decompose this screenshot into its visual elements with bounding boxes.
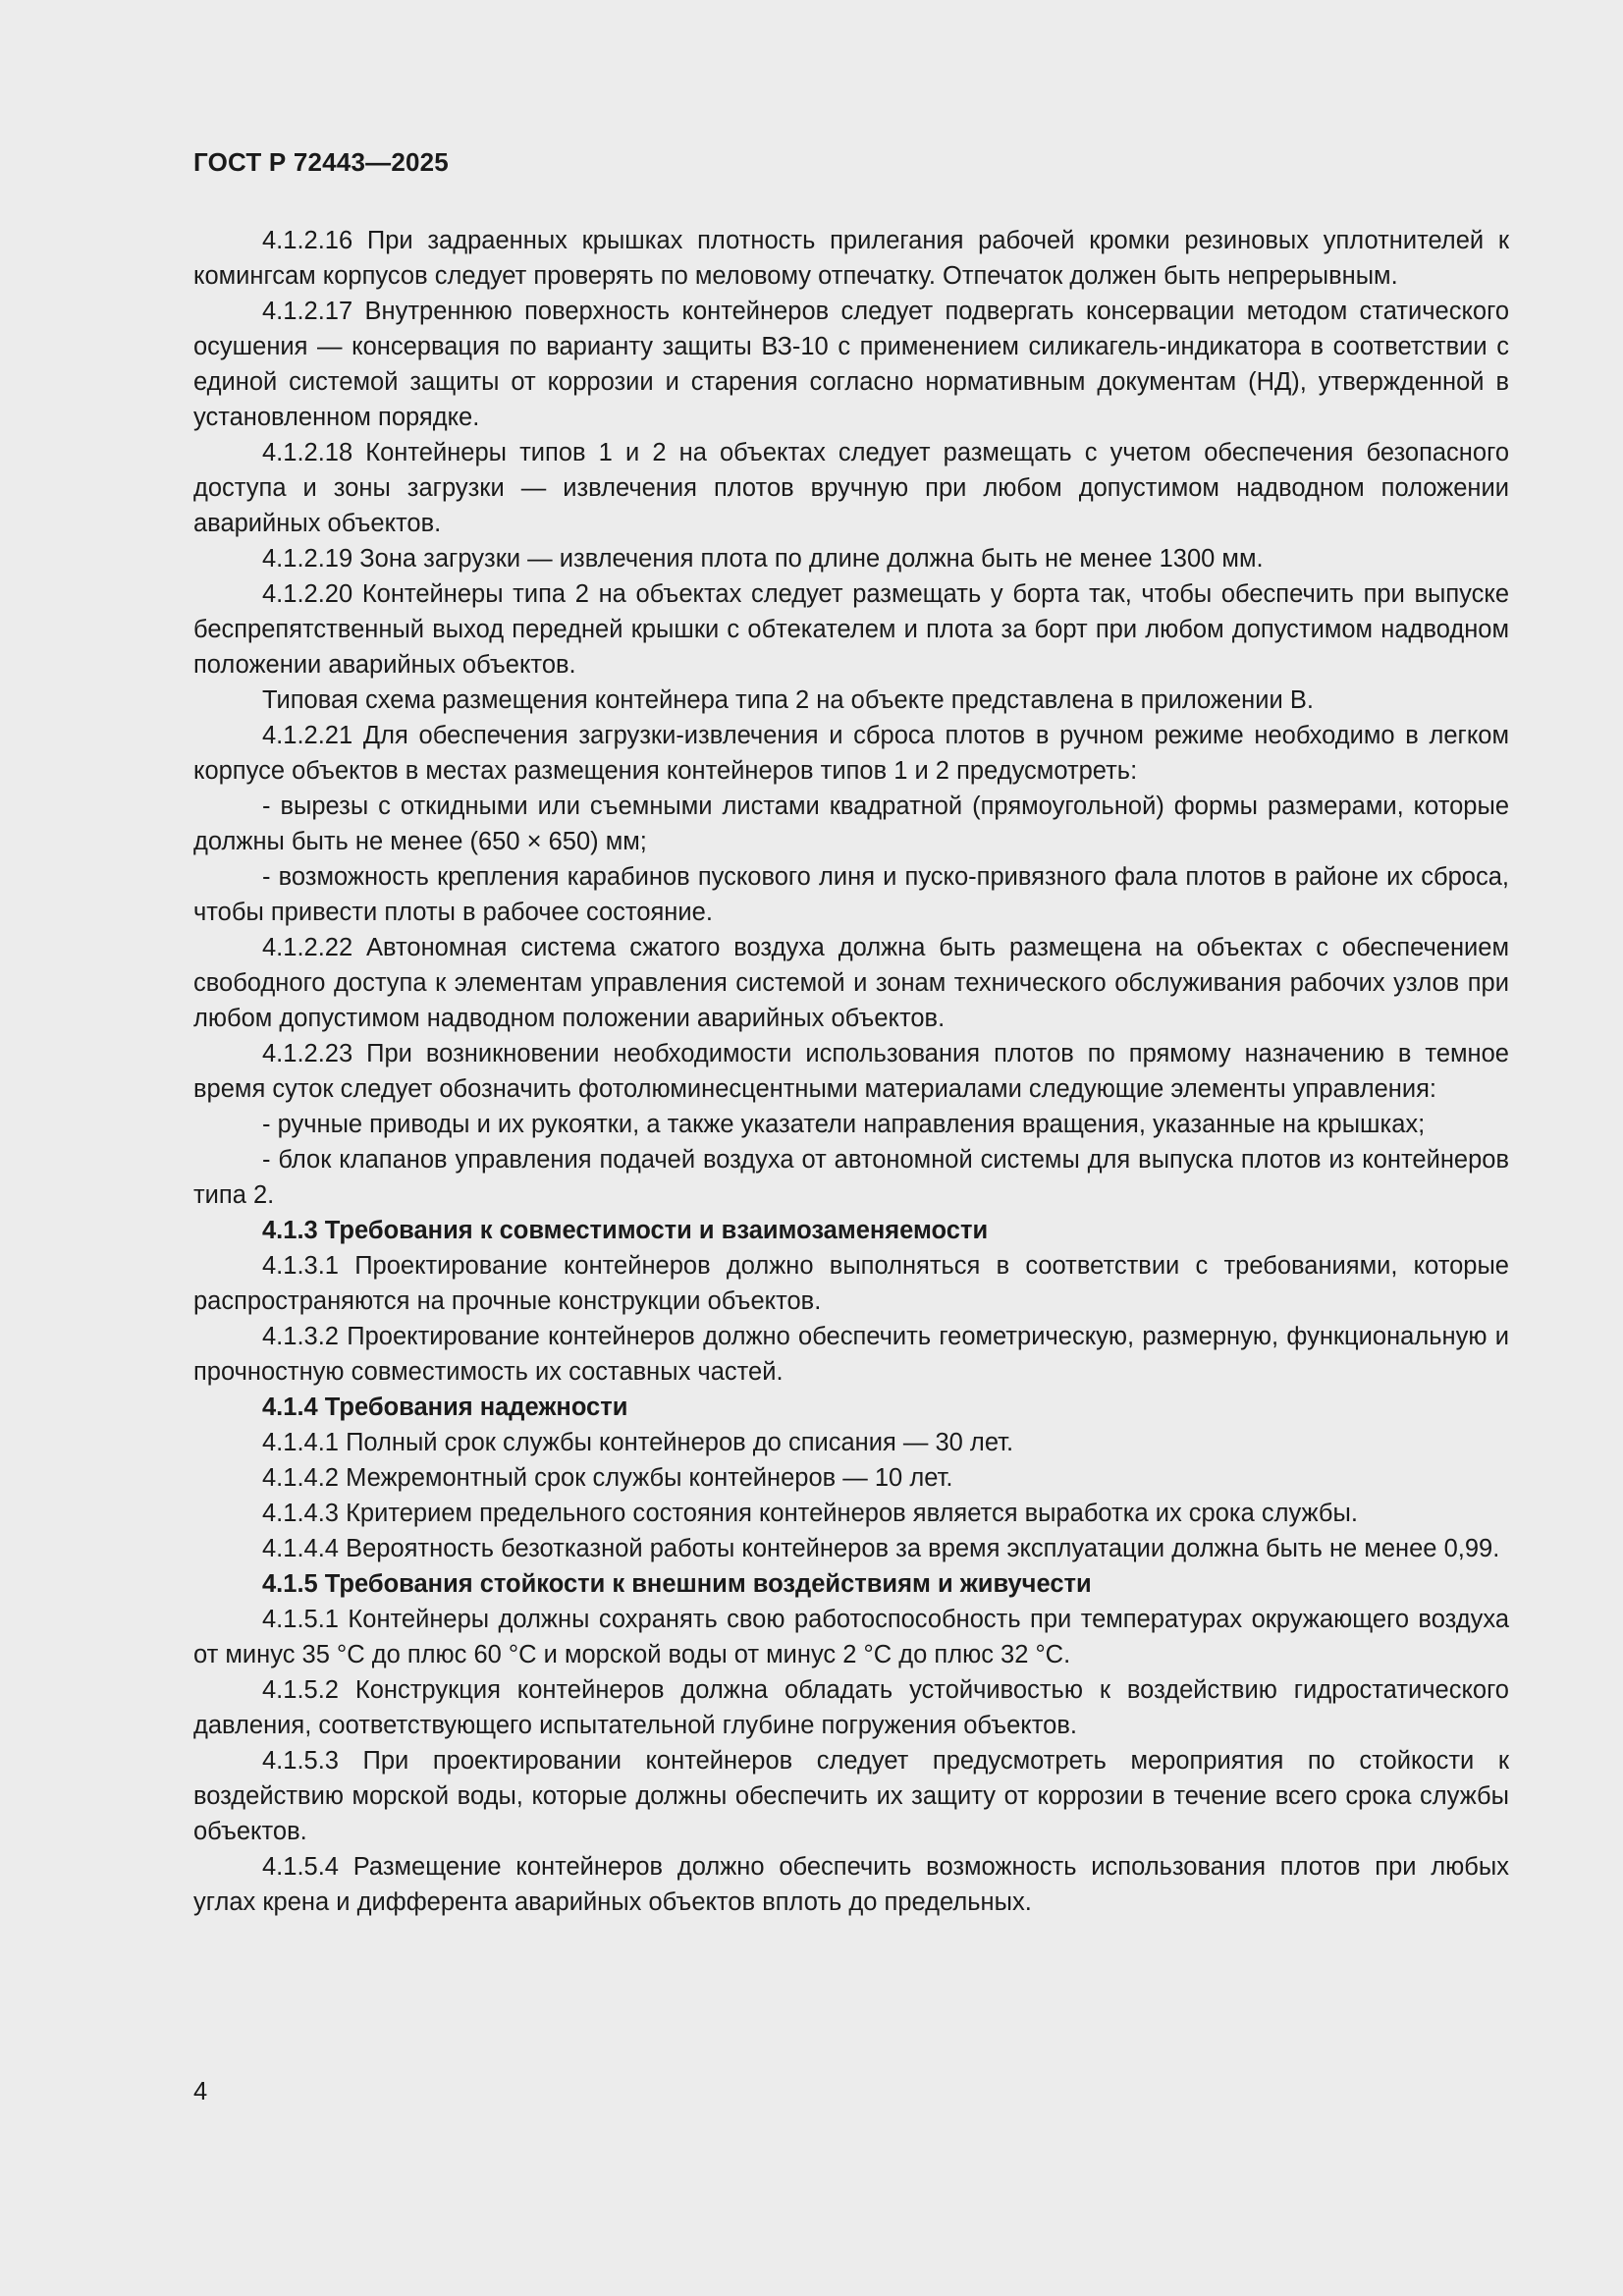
paragraph: 4.1.5.4 Размещение контейнеров должно обеспечить возможность использования плотов при любых углах крена и дифферента аварийных объектов вплоть до предельных. <box>193 1853 1509 1916</box>
paragraph: 4.1.4.1 Полный срок службы контейнеров до списания — 30 лет. <box>262 1429 1014 1456</box>
paragraph: 4.1.2.22 Автономная система сжатого воздуха должна быть размещена на объектах с обеспечением свободного доступа к элементам управления системой и зонам технического обслуживания рабочих узлов при любом допустимом надводном положении аварийных объектов. <box>193 934 1509 1032</box>
paragraph: 4.1.3.2 Проектирование контейнеров должно обеспечить геометрическую, размерную, функциональную и прочностную совместимость их составных частей. <box>193 1323 1509 1386</box>
paragraph: 4.1.4.2 Межремонтный срок службы контейнеров — 10 лет. <box>262 1464 953 1492</box>
list-item: - ручные приводы и их рукоятки, а также указатели направления вращения, указанные на крышках; <box>262 1111 1426 1138</box>
paragraph: 4.1.2.17 Внутреннюю поверхность контейнеров следует подвергать консервации методом статического осушения — консервация по варианту защиты ВЗ-10 с применением силикагель-индикатора в соответствии с единой системой защиты от коррозии и старения согласно нормативным документам (НД), утвержденной в установленном порядке. <box>193 298 1509 431</box>
paragraph: 4.1.2.21 Для обеспечения загрузки-извлечения и сброса плотов в ручном режиме необходимо в легком корпусе объектов в местах размещения контейнеров типов 1 и 2 предусмотреть: <box>193 722 1509 785</box>
section-heading: 4.1.4 Требования надежности <box>262 1394 628 1421</box>
paragraph: 4.1.2.18 Контейнеры типов 1 и 2 на объектах следует размещать с учетом обеспечения безопасного доступа и зоны загрузки — извлечения плотов вручную при любом допустимом надводном положении аварийных объектов. <box>193 439 1509 537</box>
paragraph: 4.1.2.19 Зона загрузки — извлечения плота по длине должна быть не менее 1300 мм. <box>262 545 1264 573</box>
paragraph: 4.1.5.1 Контейнеры должны сохранять свою работоспособность при температурах окружающего воздуха от минус 35 °C до плюс 60 °C и морской воды от минус 2 °C до плюс 32 °C. <box>193 1606 1509 1668</box>
paragraph: 4.1.2.20 Контейнеры типа 2 на объектах следует размещать у борта так, чтобы обеспечить при выпуске беспрепятственный выход передней крышки с обтекателем и плота за борт при любом допустимом надводном положении аварийных объектов. <box>193 580 1509 679</box>
document-code-header: ГОСТ Р 72443—2025 <box>193 147 449 177</box>
list-item: - возможность крепления карабинов пускового линя и пуско-привязного фала плотов в районе их сброса, чтобы привести плоты в рабочее состояние. <box>193 863 1509 926</box>
paragraph: 4.1.5.3 При проектировании контейнеров следует предусмотреть мероприятия по стойкости к воздействию морской воды, которые должны обеспечить их защиту от коррозии в течение всего срока службы объектов. <box>193 1747 1509 1845</box>
document-body <box>193 223 1509 1920</box>
paragraph: 4.1.4.4 Вероятность безотказной работы контейнеров за время эксплуатации должна быть не менее 0,99. <box>262 1535 1500 1562</box>
section-heading: 4.1.5 Требования стойкости к внешним воздействиям и живучести <box>262 1570 1092 1598</box>
list-item: - вырезы с откидными или съемными листами квадратной (прямоугольной) формы размерами, которые должны быть не менее (650 × 650) мм; <box>193 793 1509 855</box>
list-item: - блок клапанов управления подачей воздуха от автономной системы для выпуска плотов из контейнеров типа 2. <box>193 1146 1509 1209</box>
paragraph: 4.1.2.23 При возникновении необходимости использования плотов по прямому назначению в темное время суток следует обозначить фотолюминесцентными материалами следующие элементы управления: <box>193 1040 1509 1103</box>
paragraph: 4.1.2.16 При задраенных крышках плотность прилегания рабочей кромки резиновых уплотнителей к комингсам корпусов следует проверять по меловому отпечатку. Отпечаток должен быть непрерывным. <box>193 227 1509 290</box>
paragraph: Типовая схема размещения контейнера типа 2 на объекте представлена в приложении В. <box>262 686 1314 714</box>
section-heading: 4.1.3 Требования к совместимости и взаимозаменяемости <box>262 1217 989 1244</box>
page-number: 4 <box>193 2078 208 2105</box>
paragraph: 4.1.3.1 Проектирование контейнеров должно выполняться в соответствии с требованиями, которые распространяются на прочные конструкции объектов. <box>193 1252 1509 1315</box>
paragraph: 4.1.5.2 Конструкция контейнеров должна обладать устойчивостью к воздействию гидростатического давления, соответствующего испытательной глубине погружения объектов. <box>193 1676 1509 1739</box>
paragraph: 4.1.4.3 Критерием предельного состояния контейнеров является выработка их срока службы. <box>262 1500 1358 1527</box>
